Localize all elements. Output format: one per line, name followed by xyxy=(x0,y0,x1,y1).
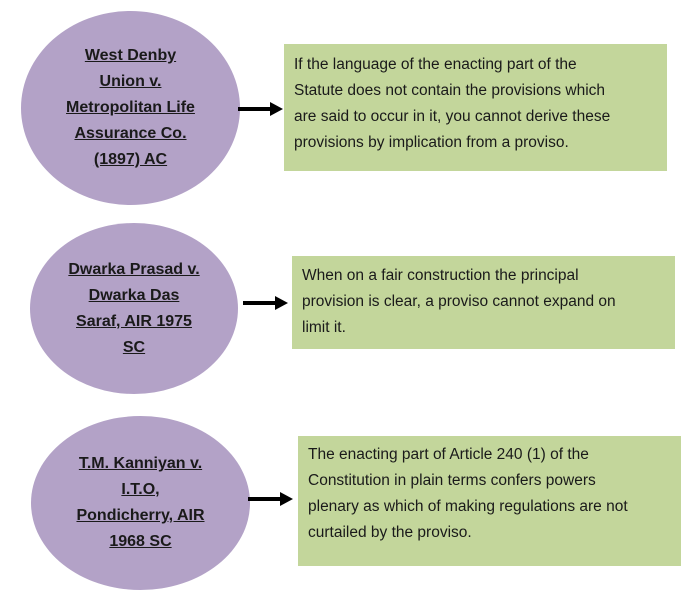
case-name-dwarka-prasad xyxy=(68,257,199,361)
principle-box-tm-kanniyan xyxy=(298,436,681,566)
principle-line: Statute does not contain the provisions which xyxy=(294,82,606,99)
case-name-line: Metropolitan Life xyxy=(66,99,195,116)
principle-line: provisions by implication from a proviso. xyxy=(294,134,569,151)
principle-line: plenary as which of making regulations are not xyxy=(308,498,628,515)
principle-box-west-denby xyxy=(284,44,667,171)
right-arrow-icon xyxy=(243,295,289,311)
case-name-line: 1968 SC xyxy=(109,533,172,550)
principle-line: If the language of the enacting part of the xyxy=(294,56,577,73)
case-name-line: Assurance Co. xyxy=(74,125,187,142)
principle-line: limit it. xyxy=(302,319,346,336)
case-name-line: Pondicherry, AIR xyxy=(76,507,205,524)
case-name-line: Dwarka Prasad v. xyxy=(68,260,200,278)
case-ellipse-tm-kanniyan xyxy=(31,416,250,590)
principle-line: are said to occur in it, you cannot derive these xyxy=(294,108,611,125)
principle-line: Constitution in plain terms confers powers xyxy=(308,472,596,489)
principle-line: curtailed by the proviso. xyxy=(308,524,472,541)
case-ellipse-dwarka-prasad xyxy=(30,223,238,394)
case-ellipse-west-denby xyxy=(21,11,240,205)
principle-box-dwarka-prasad xyxy=(292,256,675,349)
right-arrow-icon xyxy=(238,101,284,117)
principle-line: The enacting part of Article 240 (1) of the xyxy=(308,446,589,463)
principle-line: provision is clear, a proviso cannot expand on xyxy=(302,293,616,310)
case-name-line: Dwarka Das xyxy=(88,286,180,304)
case-name-tm-kanniyan xyxy=(76,451,204,555)
case-name-west-denby xyxy=(66,43,195,173)
principle-line: When on a fair construction the principal xyxy=(302,267,579,284)
case-name-line: SC xyxy=(122,338,146,356)
case-name-line: I.T.O, xyxy=(121,481,160,498)
case-name-line: T.M. Kanniyan v. xyxy=(78,455,203,472)
case-name-line: West Denby xyxy=(84,47,177,64)
case-name-line: Saraf, AIR 1975 xyxy=(76,312,192,330)
case-name-line: Union v. xyxy=(99,73,162,90)
right-arrow-icon xyxy=(248,491,294,507)
case-name-line: (1897) AC xyxy=(93,151,168,168)
